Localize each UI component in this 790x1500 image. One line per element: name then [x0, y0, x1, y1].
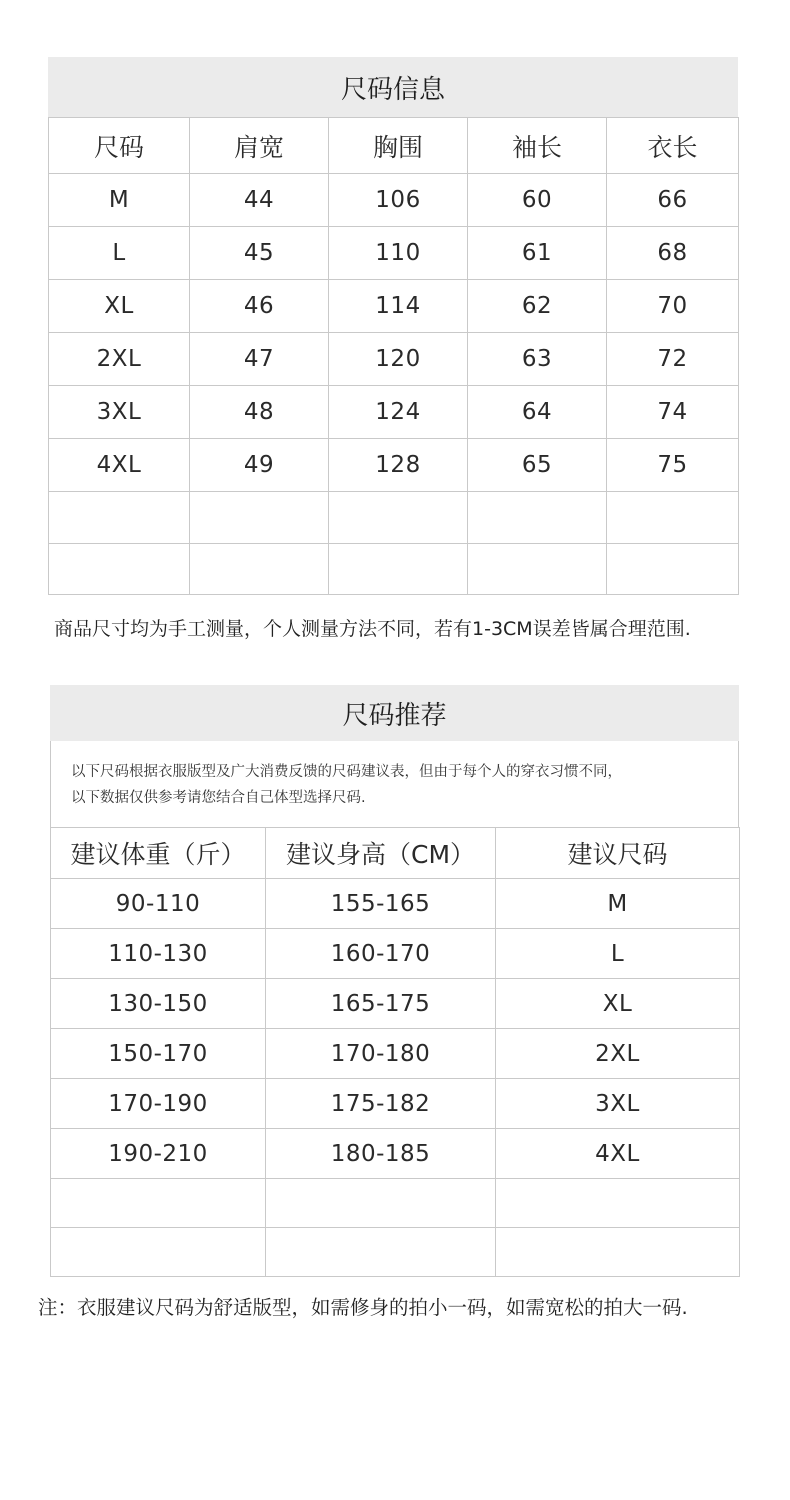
table-cell: L	[49, 227, 190, 280]
table-cell: L	[496, 929, 740, 979]
table-cell: 70	[607, 280, 739, 333]
table-cell: 2XL	[49, 333, 190, 386]
table-row-empty	[49, 544, 739, 595]
table-cell	[49, 492, 190, 544]
table-cell: XL	[49, 280, 190, 333]
table-cell	[266, 1179, 496, 1228]
table-cell	[190, 492, 329, 544]
header-weight: 建议体重（斤）	[51, 828, 266, 879]
table-cell: 61	[468, 227, 607, 280]
table-row	[51, 1079, 740, 1129]
table-row	[51, 879, 740, 929]
table-cell: 120	[329, 333, 468, 386]
table-cell	[190, 544, 329, 595]
table-cell: 44	[190, 174, 329, 227]
table-cell: 110-130	[51, 929, 266, 979]
table-cell: 4XL	[496, 1129, 740, 1179]
table-cell: 110	[329, 227, 468, 280]
table-row	[49, 280, 739, 333]
table-cell: 130-150	[51, 979, 266, 1029]
table-cell	[51, 1228, 266, 1277]
table-cell: 3XL	[496, 1079, 740, 1129]
table-cell	[468, 544, 607, 595]
header-shoulder: 肩宽	[190, 118, 329, 174]
table-cell: M	[496, 879, 740, 929]
size-info-table	[48, 117, 739, 595]
table-row	[49, 174, 739, 227]
table-cell: 190-210	[51, 1129, 266, 1179]
size-info-section	[48, 57, 738, 595]
table-cell: 60	[468, 174, 607, 227]
header-length: 衣长	[607, 118, 739, 174]
table-row	[49, 333, 739, 386]
table-cell	[607, 544, 739, 595]
table-cell: 150-170	[51, 1029, 266, 1079]
table-cell: 62	[468, 280, 607, 333]
size-recommend-table	[50, 827, 740, 1277]
table-cell: 165-175	[266, 979, 496, 1029]
table-cell	[496, 1179, 740, 1228]
table-cell: 114	[329, 280, 468, 333]
table-cell: 90-110	[51, 879, 266, 929]
size-recommend-title: 尺码推荐	[50, 685, 739, 741]
table-cell	[329, 544, 468, 595]
table-row-empty	[51, 1179, 740, 1228]
table-cell: 49	[190, 439, 329, 492]
header-suggested-size: 建议尺码	[496, 828, 740, 879]
table-cell: 155-165	[266, 879, 496, 929]
table-cell: 4XL	[49, 439, 190, 492]
table-cell: 160-170	[266, 929, 496, 979]
table-cell: 175-182	[266, 1079, 496, 1129]
table-row	[49, 227, 739, 280]
table-cell: 72	[607, 333, 739, 386]
table-cell: 48	[190, 386, 329, 439]
table-cell: 170-180	[266, 1029, 496, 1079]
table-cell: 74	[607, 386, 739, 439]
size-recommend-header-row	[51, 828, 740, 879]
table-cell: 75	[607, 439, 739, 492]
table-row	[49, 439, 739, 492]
table-cell: 2XL	[496, 1029, 740, 1079]
header-sleeve: 袖长	[468, 118, 607, 174]
table-cell: 128	[329, 439, 468, 492]
table-cell: 68	[607, 227, 739, 280]
table-row	[51, 1129, 740, 1179]
fit-note: 注：衣服建议尺码为舒适版型，如需修身的拍小一码，如需宽松的拍大一码.	[38, 1296, 688, 1319]
table-cell	[496, 1228, 740, 1277]
intro-line-2: 以下数据仅供参考请您结合自己体型选择尺码.	[71, 790, 366, 806]
table-cell: 124	[329, 386, 468, 439]
table-row	[51, 1029, 740, 1079]
table-cell: XL	[496, 979, 740, 1029]
table-cell	[607, 492, 739, 544]
table-row	[51, 929, 740, 979]
table-cell	[468, 492, 607, 544]
size-recommend-intro	[50, 741, 739, 827]
intro-line-1: 以下尺码根据衣服版型及广大消费反馈的尺码建议表，但由于每个人的穿衣习惯不同，	[71, 764, 622, 780]
table-cell	[266, 1228, 496, 1277]
table-cell: 66	[607, 174, 739, 227]
header-height: 建议身高（CM）	[266, 828, 496, 879]
header-size: 尺码	[49, 118, 190, 174]
table-row	[51, 979, 740, 1029]
table-cell: 64	[468, 386, 607, 439]
table-cell: 65	[468, 439, 607, 492]
table-cell	[49, 544, 190, 595]
table-cell: 46	[190, 280, 329, 333]
header-chest: 胸围	[329, 118, 468, 174]
table-cell: 3XL	[49, 386, 190, 439]
size-info-title: 尺码信息	[48, 57, 738, 117]
table-row-empty	[51, 1228, 740, 1277]
table-row-empty	[49, 492, 739, 544]
table-cell: 180-185	[266, 1129, 496, 1179]
table-row	[49, 386, 739, 439]
size-recommend-section	[50, 685, 739, 1277]
table-cell	[329, 492, 468, 544]
table-cell: 106	[329, 174, 468, 227]
table-cell: 170-190	[51, 1079, 266, 1129]
table-cell: 63	[468, 333, 607, 386]
table-cell: 45	[190, 227, 329, 280]
measurement-note: 商品尺寸均为手工测量，个人测量方法不同，若有1-3CM误差皆属合理范围.	[54, 618, 691, 640]
table-cell: 47	[190, 333, 329, 386]
table-cell	[51, 1179, 266, 1228]
size-info-header-row	[49, 118, 739, 174]
table-cell: M	[49, 174, 190, 227]
